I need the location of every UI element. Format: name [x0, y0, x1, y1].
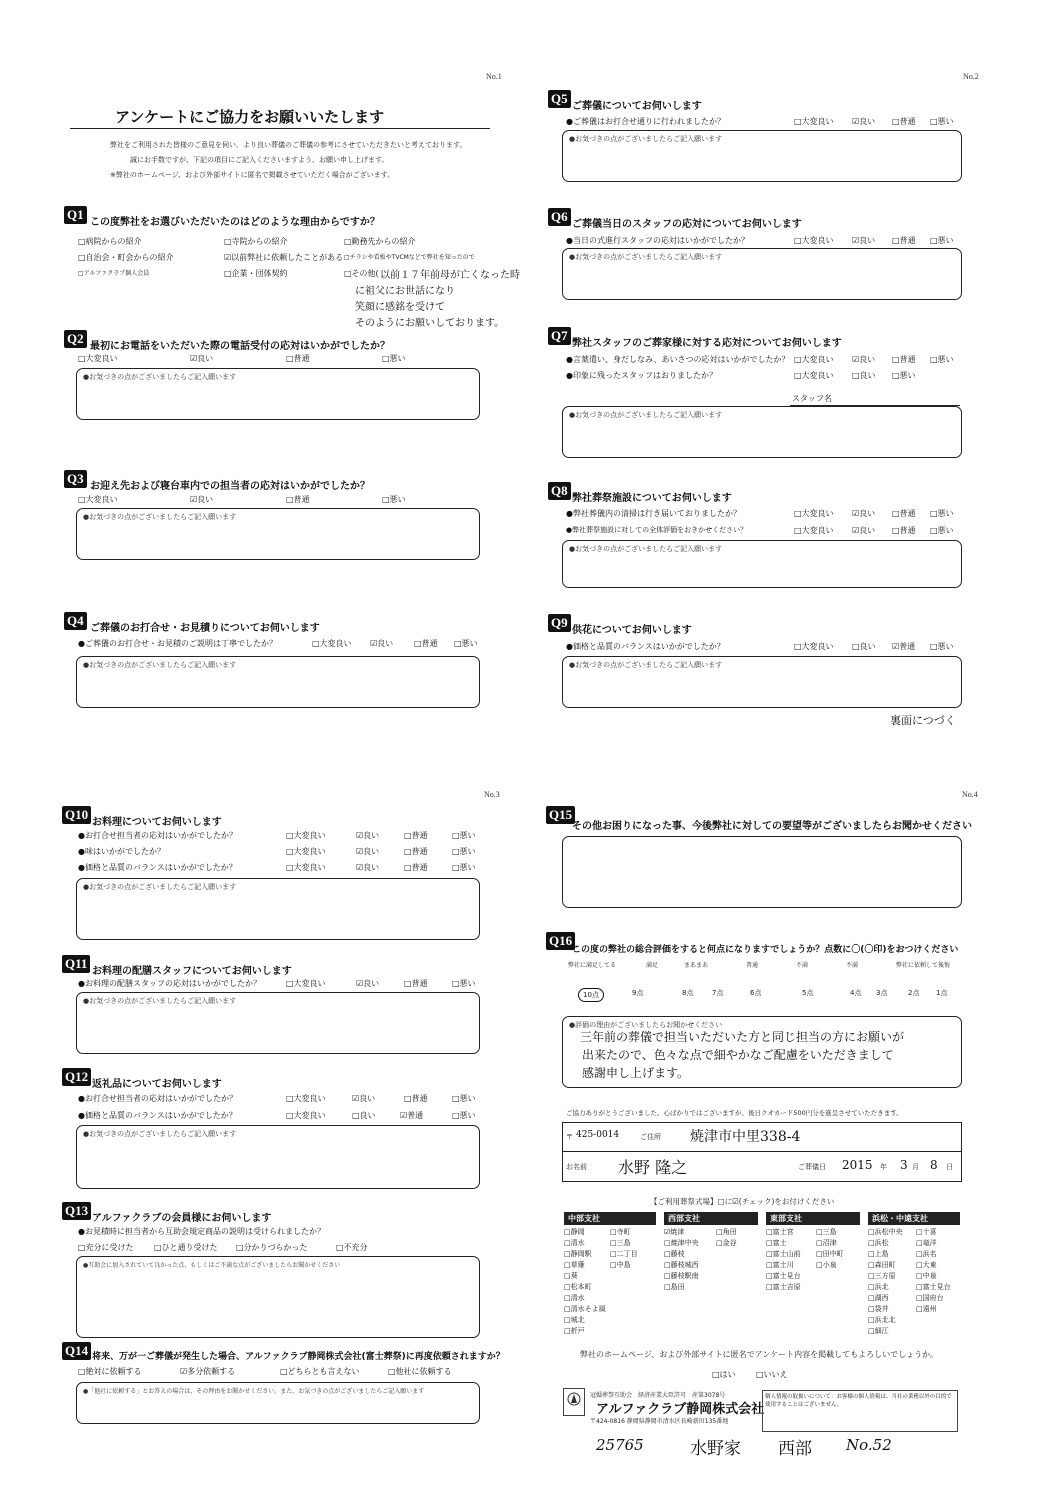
- comment-label: ●お気づきの点がございましたらご記入願います: [569, 545, 723, 553]
- score-option[interactable]: 5点: [802, 989, 814, 997]
- address-value[interactable]: 焼津市中里338-4: [690, 1129, 801, 1145]
- scale-header: 不満: [796, 962, 809, 969]
- hall-option[interactable]: □上島: [868, 1250, 889, 1258]
- footer-handwriting: 西部: [778, 1439, 812, 1459]
- q1-option[interactable]: □企業・団体契約: [224, 269, 288, 278]
- hall-option[interactable]: □折戸: [564, 1327, 585, 1335]
- q5-option[interactable]: □大変良い: [794, 117, 834, 126]
- comment-label: ●お気づきの点がございましたらご記入願います: [569, 135, 723, 143]
- q1-option[interactable]: □チラシや看板やTVCMなどで弊社を知ったので: [344, 254, 475, 261]
- q12-sub: ●価格と品質のバランスはいかがでしたか？: [78, 1111, 237, 1120]
- q7-comment-box[interactable]: [562, 406, 962, 458]
- footer-handwriting: No.52: [846, 1436, 892, 1454]
- hall-option[interactable]: □袋井: [868, 1305, 889, 1313]
- q11-sub: ●お料理の配膳スタッフの応対はいかがでしたか？: [78, 979, 261, 988]
- q10-option[interactable]: ☑良い: [356, 831, 380, 840]
- q9-sub: ●価格と品質のバランスはいかがでしたか？: [566, 642, 725, 651]
- hall-option[interactable]: □二丁目: [610, 1250, 638, 1258]
- q8-sub1: ●弊社葬儀内の清掃は行き届いておりましたか？: [566, 509, 741, 518]
- postal-code[interactable]: 425-0014: [576, 1130, 620, 1140]
- q3-option[interactable]: □大変良い: [78, 495, 118, 504]
- q12-title: 返礼品についてお伺いします: [92, 1079, 222, 1090]
- q7-title: 弊社スタッフのご葬家様に対する応対についてお伺いします: [572, 338, 842, 349]
- q12-comment-box[interactable]: [76, 1125, 480, 1189]
- hall-option[interactable]: □遠州: [916, 1305, 937, 1313]
- q4-option[interactable]: □普通: [414, 639, 438, 648]
- q12-option[interactable]: ☑良い: [352, 1094, 376, 1103]
- page-number-2: No.2: [963, 72, 979, 81]
- q7-option[interactable]: □大変良い: [794, 371, 834, 380]
- address-label: ご住所: [640, 1133, 661, 1141]
- hall-option[interactable]: □中島: [610, 1261, 631, 1269]
- thanks-note: ご協力ありがとうございました。心ばかりではございますが、後日クオカード500円分を進呈させていただきます。: [566, 1109, 903, 1117]
- hall-option[interactable]: □松本町: [564, 1283, 592, 1291]
- q8-option[interactable]: □悪い: [930, 509, 954, 518]
- hall-option[interactable]: □城北: [564, 1316, 585, 1324]
- q10-option[interactable]: □普通: [404, 831, 428, 840]
- hall-option[interactable]: □富士見台: [916, 1283, 951, 1291]
- q7-option[interactable]: □大変良い: [794, 355, 834, 364]
- q7-option[interactable]: □悪い: [892, 371, 916, 380]
- q3-option[interactable]: □普通: [286, 495, 310, 504]
- q5-option[interactable]: ☑良い: [852, 117, 876, 126]
- hall-option[interactable]: □三島: [610, 1239, 631, 1247]
- q10-option[interactable]: □普通: [404, 863, 428, 872]
- footer-handwriting: 25765: [596, 1436, 644, 1454]
- q13-sub2: ●互助会に加入されていて良かった点、もしくはご不満な点がございましたらお聞かせください: [83, 1262, 341, 1269]
- q11-option[interactable]: □悪い: [452, 979, 476, 988]
- q8-title: 弊社葬祭施設についてお伺いします: [572, 493, 732, 504]
- q4-option[interactable]: ☑良い: [370, 639, 394, 648]
- hall-option[interactable]: □清水そよ風: [564, 1305, 606, 1313]
- score-10-selected[interactable]: 10点: [578, 988, 604, 1002]
- q11-badge: Q11: [62, 955, 90, 973]
- q10-option[interactable]: □大変良い: [286, 847, 326, 856]
- comment-label: ●お気づきの点がございましたらご記入願います: [83, 513, 237, 521]
- hall-option[interactable]: □富士宮: [766, 1228, 794, 1236]
- score-option[interactable]: 8点: [682, 989, 694, 997]
- q13-comment-box[interactable]: [76, 1256, 480, 1338]
- q14-option[interactable]: ☑多分依頼する: [180, 1367, 236, 1376]
- q11-comment-box[interactable]: [76, 992, 480, 1054]
- q13-option[interactable]: □充分に受けた: [78, 1243, 134, 1252]
- q12-option[interactable]: □大変良い: [286, 1111, 326, 1120]
- q5-sub: ●ご葬儀はお打合せ通りに行われましたか？: [566, 117, 725, 126]
- q1-option[interactable]: □アルファクラブ個人会員: [78, 270, 150, 277]
- date-day[interactable]: 8: [930, 1158, 938, 1172]
- q3-comment-box[interactable]: [76, 508, 480, 560]
- year-suffix: 年: [880, 1163, 887, 1171]
- hall-option[interactable]: □静岡駅: [564, 1250, 592, 1258]
- comment-label: ●お気づきの点がございましたらご記入願います: [83, 997, 237, 1005]
- survey-title: アンケートにご協力をお願いいたします: [115, 108, 385, 126]
- continue-note: 裏面につづく: [890, 714, 956, 727]
- score-option[interactable]: 6点: [750, 989, 762, 997]
- q16-handwriting: 出来たので、色々な点で細やかなご配慮をいただきまして: [582, 1048, 894, 1062]
- q13-sub: ●お見積時に担当者から互助会規定商品の説明は受けられましたか？: [78, 1227, 325, 1236]
- score-option[interactable]: 9点: [632, 989, 644, 997]
- branch-tobu: [766, 1212, 860, 1293]
- q2-badge: Q2: [64, 330, 87, 348]
- q6-option[interactable]: □普通: [892, 236, 916, 245]
- footer-handwriting: 水野家: [690, 1439, 741, 1459]
- q3-badge: Q3: [64, 470, 87, 488]
- q6-sub: ●当日の式進行スタッフの応対はいかがでしたか？: [566, 236, 749, 245]
- name-value[interactable]: 水野 隆之: [618, 1158, 688, 1177]
- privacy-note: 個人情報の取扱いについて：お客様の個人情報は、当社の業務以外の目的で使用することはございません。: [762, 1390, 958, 1432]
- hall-option[interactable]: □藤枝城西: [664, 1261, 699, 1269]
- q8-option[interactable]: □大変良い: [794, 526, 834, 535]
- q9-title: 供花についてお伺いします: [572, 625, 692, 636]
- q7-option[interactable]: □悪い: [930, 355, 954, 364]
- hall-option[interactable]: □細江: [868, 1327, 889, 1335]
- hall-option[interactable]: □寺町: [610, 1228, 631, 1236]
- score-option[interactable]: 3点: [876, 989, 888, 997]
- q1-handwriting: 笑顔に感銘を受けて: [355, 302, 445, 313]
- q14-option[interactable]: □他社に依頼する: [388, 1367, 452, 1376]
- scale-header: 満足: [646, 962, 659, 969]
- comment-label: ●お気づきの点がございましたらご記入願います: [569, 661, 723, 669]
- q3-option[interactable]: □悪い: [382, 495, 406, 504]
- comment-label: ●お気づきの点がございましたらご記入願います: [569, 253, 723, 261]
- name-label: お名前: [566, 1163, 587, 1171]
- q8-comment-box[interactable]: [562, 540, 962, 588]
- venue-title: 【ご利用葬祭式場】□に☑(チェック)をお付けください: [650, 1197, 835, 1206]
- day-suffix: 日: [946, 1163, 953, 1171]
- q1-option[interactable]: □勤務先からの紹介: [344, 237, 416, 246]
- q8-sub2: ●弊社葬祭施設に対しての全体評価をおきかせください？: [566, 526, 748, 534]
- q16-badge: Q16: [546, 932, 575, 950]
- q8-option[interactable]: □大変良い: [794, 509, 834, 518]
- company-logo: [563, 1388, 585, 1416]
- company-address: 〒424-0816 静岡県静岡市清水区長崎新田135番地: [590, 1418, 729, 1425]
- q10-option[interactable]: □悪い: [452, 831, 476, 840]
- hall-option[interactable]: □島田: [664, 1283, 685, 1291]
- intro-line-1: 弊社をご利用された皆様のご意見を伺い、より良い葬儀のご葬儀の参考にさせていただきたいと考えております。: [110, 141, 467, 149]
- q15-badge: Q15: [546, 806, 575, 824]
- q9-badge: Q9: [548, 614, 571, 632]
- q6-badge: Q6: [548, 208, 571, 226]
- score-option[interactable]: 1点: [936, 989, 948, 997]
- comment-label: ●お気づきの点がございましたらご記入願います: [83, 661, 237, 669]
- branch-name: 浜松・中遠支社: [868, 1212, 960, 1225]
- q3-title: お迎え先および寝台車内での担当者の応対はいかがでしたか？: [90, 481, 370, 492]
- q16-score-scale: [566, 960, 960, 1008]
- hall-option[interactable]: □富士見台: [766, 1272, 801, 1280]
- q12-option[interactable]: ☑普通: [400, 1111, 424, 1120]
- q6-comment-box[interactable]: [562, 248, 962, 300]
- q14-option[interactable]: □絶対に依頼する: [78, 1367, 142, 1376]
- comment-label: ●お気づきの点がございましたらご記入願います: [569, 411, 723, 419]
- q5-option[interactable]: □普通: [892, 117, 916, 126]
- date-year[interactable]: 2015: [842, 1158, 873, 1172]
- hall-option[interactable]: □中泉: [916, 1272, 937, 1280]
- q8-option[interactable]: ☑良い: [852, 509, 876, 518]
- q10-option[interactable]: □大変良い: [286, 863, 326, 872]
- q12-badge: Q12: [62, 1068, 91, 1086]
- q6-option[interactable]: ☑良い: [852, 236, 876, 245]
- hall-option[interactable]: □藤枝: [664, 1250, 685, 1258]
- hall-option[interactable]: □田中町: [816, 1250, 844, 1258]
- q1-option[interactable]: □その他(: [344, 269, 379, 278]
- q16-comment-label: ●評価の理由がございましたらお聞かせください: [569, 1021, 723, 1029]
- q1-option[interactable]: □寺院からの紹介: [224, 237, 288, 246]
- q8-option[interactable]: □普通: [892, 509, 916, 518]
- q12-option[interactable]: □良い: [352, 1111, 376, 1120]
- q1-option[interactable]: □自治会・町会からの紹介: [78, 253, 174, 262]
- q11-option[interactable]: □大変良い: [286, 979, 326, 988]
- page-number-4: No.4: [962, 790, 978, 799]
- q13-option[interactable]: □ひと通り受けた: [154, 1243, 218, 1252]
- q15-title: その他お困りになった事、今後弊社に対しての要望等がございましたらお聞かせください: [572, 821, 972, 832]
- branch-name: 中部支社: [564, 1212, 656, 1225]
- hall-option[interactable]: □大東: [916, 1261, 937, 1269]
- scale-header: 弊社に満足してる: [568, 962, 617, 969]
- q7-option[interactable]: □普通: [892, 355, 916, 364]
- score-option[interactable]: 2点: [908, 989, 920, 997]
- q7-option[interactable]: □良い: [852, 371, 876, 380]
- company-line: 冠婚葬祭互助会 経済産業大臣許可 産第3078号: [590, 1392, 726, 1399]
- hall-option[interactable]: □富士川: [766, 1261, 794, 1269]
- q4-sub: ●ご葬儀のお打合せ・お見積のご説明は丁寧でしたか？: [78, 639, 277, 648]
- scale-header: 普通: [746, 962, 759, 969]
- hall-option[interactable]: □金谷: [716, 1239, 737, 1247]
- score-option[interactable]: 7点: [712, 989, 724, 997]
- branch-name: 東部支社: [766, 1212, 860, 1225]
- q1-option[interactable]: ☑以前弊社に依頼したことがある: [224, 253, 344, 262]
- scale-header: 不満: [846, 962, 859, 969]
- q5-comment-box[interactable]: [562, 130, 962, 182]
- q4-badge: Q4: [64, 612, 87, 630]
- q12-option[interactable]: □大変良い: [286, 1094, 326, 1103]
- comment-label: ●お気づきの点がございましたらご記入願います: [83, 373, 237, 381]
- q7-option[interactable]: ☑良い: [852, 355, 876, 364]
- hall-option[interactable]: □静岡: [564, 1228, 585, 1236]
- hall-option[interactable]: □富士吉原: [766, 1283, 801, 1291]
- q16-title: この度の弊社の総合評価をすると何点になりますでしょうか？点数に〇(〇印)をおつけください: [572, 945, 959, 955]
- q9-option[interactable]: ☑普通: [892, 642, 916, 651]
- q2-comment-box[interactable]: [76, 368, 480, 420]
- branch-name: 西部支社: [664, 1212, 758, 1225]
- q1-badge: Q1: [64, 206, 87, 224]
- q3-option[interactable]: ☑良い: [190, 495, 214, 504]
- branch-seibu: [664, 1212, 758, 1293]
- q14-note: ●「他社に依頼する」とお答えの場合は、その理由をお聞かせください。また、お気づきの点がございましたらご記入願います: [83, 1388, 425, 1395]
- hall-option[interactable]: □浜松中央: [868, 1228, 903, 1236]
- q10-option[interactable]: □普通: [404, 847, 428, 856]
- q8-option[interactable]: □普通: [892, 526, 916, 535]
- hall-option[interactable]: □浜北北: [868, 1316, 896, 1324]
- q16-handwriting: 感謝申し上げます。: [582, 1066, 690, 1080]
- q8-option[interactable]: □悪い: [930, 526, 954, 535]
- hall-option[interactable]: □小泉: [816, 1261, 837, 1269]
- q10-option[interactable]: □悪い: [452, 847, 476, 856]
- q10-sub: ●価格と品質のバランスはいかがでしたか？: [78, 863, 237, 872]
- hall-option[interactable]: □浜名: [916, 1250, 937, 1258]
- consent-text: 弊社のホームページ、および外部サイトに匿名でアンケート内容を掲載してもよろしいでしょうか。: [580, 1350, 939, 1359]
- q10-comment-box[interactable]: [76, 878, 480, 940]
- q12-option[interactable]: □悪い: [452, 1094, 476, 1103]
- q10-option[interactable]: ☑良い: [356, 847, 380, 856]
- hall-option[interactable]: □三方原: [868, 1272, 896, 1280]
- q8-badge: Q8: [548, 482, 571, 500]
- q8-option[interactable]: ☑良い: [852, 526, 876, 535]
- q10-title: お料理についてお伺いします: [92, 817, 222, 828]
- date-label: ご葬儀日: [798, 1163, 826, 1171]
- q10-badge: Q10: [62, 806, 91, 824]
- q11-option[interactable]: ☑良い: [356, 979, 380, 988]
- hall-option[interactable]: □浜北: [868, 1283, 889, 1291]
- q7-staff-label: スタッフ名: [792, 394, 832, 403]
- hall-option[interactable]: □清水: [564, 1239, 585, 1247]
- scale-header: 弊社に依頼して後悔: [896, 962, 951, 969]
- hall-option[interactable]: □浜松: [868, 1239, 889, 1247]
- hall-option[interactable]: □森田町: [868, 1261, 896, 1269]
- hall-option[interactable]: ☑焼津: [664, 1228, 685, 1236]
- q7-sub1: ●言葉遣い、身だしなみ、あいさつの応対はいかがでしたか？: [566, 355, 790, 364]
- q6-option[interactable]: □悪い: [930, 236, 954, 245]
- consent-no[interactable]: □いいえ: [756, 1370, 788, 1379]
- q10-sub: ●お打合せ担当者の応対はいかがでしたか？: [78, 831, 237, 840]
- q13-option[interactable]: □不充分: [336, 1243, 368, 1252]
- q13-option[interactable]: □分かりづらかった: [236, 1243, 308, 1252]
- q11-option[interactable]: □普通: [404, 979, 428, 988]
- hall-option[interactable]: □葵: [564, 1272, 578, 1280]
- hall-option[interactable]: □草薙: [564, 1261, 585, 1269]
- hall-option[interactable]: □沼津: [816, 1239, 837, 1247]
- hall-option[interactable]: □国府台: [916, 1294, 944, 1302]
- q1-handwriting: そのようにお願いしております。: [355, 318, 505, 329]
- q4-option[interactable]: □大変良い: [312, 639, 352, 648]
- date-month[interactable]: 3: [900, 1158, 908, 1172]
- q10-option[interactable]: ☑良い: [356, 863, 380, 872]
- q13-badge: Q13: [62, 1202, 91, 1220]
- hall-option[interactable]: □三島: [816, 1228, 837, 1236]
- hall-option[interactable]: □湖西: [868, 1294, 889, 1302]
- q7-sub2: ●印象に残ったスタッフはおりましたか？: [566, 371, 717, 380]
- hall-option[interactable]: □富士: [766, 1239, 787, 1247]
- q12-sub: ●お打合せ担当者の応対はいかがでしたか？: [78, 1094, 237, 1103]
- q2-option[interactable]: □悪い: [382, 354, 406, 363]
- hall-option[interactable]: □角田: [716, 1228, 737, 1236]
- q14-option[interactable]: □どちらとも言えない: [280, 1367, 360, 1376]
- q14-badge: Q14: [62, 1342, 91, 1360]
- comment-label: ●お気づきの点がございましたらご記入願います: [83, 883, 237, 891]
- page-number-1: No.1: [486, 72, 502, 81]
- scale-header: まあまあ: [684, 962, 709, 969]
- branch-hamamatsu: [868, 1212, 960, 1337]
- score-option[interactable]: 4点: [850, 989, 862, 997]
- intro-line-3: ※弊社のホームページ、および外部サイトに匿名で掲載させていただく場合がございます。: [110, 171, 395, 179]
- company-name: アルファクラブ静岡株式会社: [596, 1402, 765, 1417]
- hall-option[interactable]: □清水: [564, 1294, 585, 1302]
- q10-option[interactable]: □大変良い: [286, 831, 326, 840]
- q7-badge: Q7: [548, 327, 571, 345]
- q4-option[interactable]: □悪い: [454, 639, 478, 648]
- q15-comment-box[interactable]: [562, 836, 962, 908]
- q5-option[interactable]: □悪い: [930, 117, 954, 126]
- q2-option[interactable]: □大変良い: [78, 354, 118, 363]
- hall-option[interactable]: □焼津中央: [664, 1239, 699, 1247]
- q12-option[interactable]: □悪い: [452, 1111, 476, 1120]
- q6-option[interactable]: □大変良い: [794, 236, 834, 245]
- q14-title: 将来、万が一ご葬儀が発生した場合、アルファクラブ静岡株式会社(富士葬祭)に再度依頼されますか？: [92, 1352, 505, 1362]
- hall-option[interactable]: □富士山前: [766, 1250, 801, 1258]
- comment-label: ●お気づきの点がございましたらご記入願います: [83, 1130, 237, 1138]
- q2-title: 最初にお電話をいただいた際の電話受付の応対はいかがでしたか？: [90, 341, 390, 352]
- intro-line-2: 誠にお手数ですが、下記の項目にご記入くださいますよう、お願い申し上げます。: [130, 156, 389, 164]
- q4-comment-box[interactable]: [76, 656, 480, 708]
- q1-option[interactable]: □病院からの紹介: [78, 237, 142, 246]
- q1-handwriting: 以前１７年前母が亡くなった時: [380, 270, 520, 281]
- postal-label: 〒: [566, 1133, 573, 1141]
- q10-sub: ●味はいかがでしたか？: [78, 847, 165, 856]
- q1-handwriting: に祖父にお世話になり: [355, 286, 455, 297]
- q10-option[interactable]: □悪い: [452, 863, 476, 872]
- q11-title: お料理の配膳スタッフについてお伺いします: [92, 966, 292, 977]
- q16-handwriting: 三年前の葬儀で担当いただいた方と同じ担当の方にお願いが: [580, 1030, 905, 1044]
- q1-title: この度弊社をお選びいただいたのはどのような理由からですか？: [90, 217, 380, 228]
- q9-option[interactable]: □良い: [852, 642, 876, 651]
- month-suffix: 月: [912, 1163, 919, 1171]
- q9-option[interactable]: □悪い: [930, 642, 954, 651]
- page-number-3: No.3: [484, 790, 500, 799]
- q5-title: ご葬儀についてお伺いします: [572, 101, 702, 112]
- q6-title: ご葬儀当日のスタッフの応対についてお伺いします: [572, 219, 802, 230]
- q2-option[interactable]: □普通: [286, 354, 310, 363]
- consent-yes[interactable]: □はい: [712, 1370, 736, 1379]
- q9-option[interactable]: □大変良い: [794, 642, 834, 651]
- q12-option[interactable]: □普通: [404, 1094, 428, 1103]
- q14-comment-box[interactable]: [76, 1382, 480, 1424]
- q2-option[interactable]: ☑良い: [190, 354, 214, 363]
- q9-comment-box[interactable]: [562, 656, 962, 708]
- hall-option[interactable]: □藤枝駅南: [664, 1272, 699, 1280]
- q4-title: ご葬儀のお打合せ・お見積りについてお伺いします: [90, 623, 320, 634]
- hall-option[interactable]: □竜洋: [916, 1239, 937, 1247]
- q5-badge: Q5: [548, 90, 571, 108]
- branch-chubu: [564, 1212, 656, 1337]
- hall-option[interactable]: □十喜: [916, 1228, 937, 1236]
- q13-title: アルファクラブの会員様にお伺いします: [92, 1213, 272, 1224]
